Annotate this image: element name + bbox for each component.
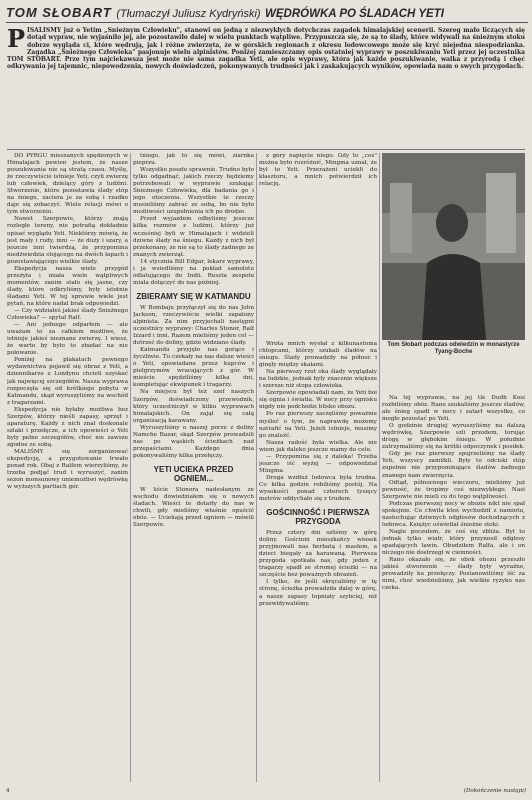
text-column-2 [133, 153, 254, 782]
paragraph: Na tej wyprawie, na jej tle Dudh Kosi rozbiliśmy obóz. Rano szukaliśmy jeszcze śladów, ale śnieg spadł w nocy i zatarł wszystko, co mogło pozostać po Yeti. [382, 395, 525, 423]
page-number: 4 [6, 788, 10, 794]
paragraph: Podczas pierwszej nocy w obozie nikt nie spał spokojnie. Co chwila ktoś wychodził z namiotu, nasłuchując dziwnych odgłosów dochodzących z lodowca. Księżyc oświetlał śnieżne stoki. [382, 500, 525, 528]
paragraph: Nagle poczułem, że coś się zbliża. Był to jednak tylko wiatr, który przynosił odgłosy spadających lawin. Obudziłem Ralfa, ale i on niczego nie dostrzegł w ciemności. [382, 528, 525, 557]
paragraph: Nasza radość była wielka. Ale nie wiem jak daleko jeszcze mamy do celu. [259, 439, 377, 453]
photo-illustration [382, 153, 525, 340]
column-divider [130, 153, 131, 782]
paragraph: Wyruszyliśmy o naszej porze z doliny Namche Bazar, skąd Szerpów prowadzili nas po wąskich ścieżkach nad przepaściami. Każdego dnia pokonywaliśmy kilka przełęczy. [133, 424, 254, 459]
paragraph: Ekspedycja nie byłaby możliwa bez Szerpów, którzy nieśli zapasy, sprzęt i aparaturę. Każdy z nich znał doskonale szlaki i przełęcze, a ich opowieści o Yeti były pełne szczegółów, choć nie zawsze zgodne ze sobą. [7, 406, 128, 448]
paragraph: Na pierwszy rzut oka ślady wyglądały na ludzkie, jednak były znacznie większe i szersze niż stopa człowieka. [259, 369, 377, 390]
paragraph: MALIŚMY się zorganizować ekspedycję, a przygotowanie trwało ponad rok. Obaj z Ralfem wierzyliśmy, że trzeba podjąć trud i wyruszyć, zanim sezon monsunowy uniemożliwi wędrówkę w wyższych partiach gór. [7, 448, 128, 491]
paragraph: Katmandu przyjęło nas gorąco i życzliwie. Tu czekały na nas dalsze wieści o Yeti, opowiadane przez kupców i pielgrzymów wracających z gór. W mieście spędziliśmy kilka dni, kompletując ekwipunek i tragarzy. [133, 347, 254, 389]
paragraph: Rano okazało się, że obok obozu przeszło jakieś stworzenie — ślady były wyraźne, prowadziły ku przełęczy. Postanowiliśmy iść za nimi, choć wiedzieliśmy, jak wielkie ryzyko nas czeka. [382, 557, 525, 592]
paragraph: Ekspedycja nasza wiele przygód przeżyła i miała wiele wątpliwych momentów, zanim stało się jasne, czy ślady, które odkryliśmy, były istotnie śladami Yeti. W tej sprawie wiele jest pytań, na które nadal brak odpowiedzi. [7, 265, 128, 307]
paragraph: W liście Stonora nadesłanym ze wschodu dowiedziałem się o nowych śladach. Wieści te dotarły do nas w chwili, gdy mieliśmy właśnie opuścić obóz. — Uciekają przed ogniem — mówili Szerpowie. [133, 486, 254, 529]
drop-cap: P [7, 27, 26, 53]
paragraph: Przez cztery dni szliśmy w górę doliny. Gościnni mieszkańcy wiosek przyjmowali nas herbatą i masłem, a dzieci biegały za karawaną. Pierwsza przygoda spotkała nas, gdy jeden z tragarzy spadł ze stromej ścieżki — na szczęście bez poważnych obrażeń. [259, 530, 377, 579]
column-divider [256, 153, 257, 782]
paragraph: Szerpowie opowiadali nam, że Yeti boi się ognia i światła. W nocy przy ognisku nigdy nie podchodzi blisko obozu. [259, 390, 377, 411]
photo-caption: Tom Słobart podczas odwiedzin w monastyrze Tyang-Boche [387, 342, 520, 355]
paragraph: Gdy po raz pierwszy spojrzeliśmy na ślady Yeti, wszyscy zamilkli. Były to odciski stóp zupełnie nie przypominające śladów żadnego znanego nam zwierzęcia. [382, 451, 525, 479]
text-column-3-top [259, 153, 377, 243]
paragraph: — Przypomina się z daleka! Trzeba jeszcze iść wyżej — odpowiedział Mingma. [259, 453, 377, 474]
article-title: WĘDRÓWKA PO ŚLADACH YETI [265, 8, 444, 20]
translator-credit: (Tłumaczył Juliusz Kydryński) [116, 8, 261, 20]
paragraph: Po raz pierwszy zaczęliśmy poważnie myśleć o tym, że naprawdę możemy natrafić na Yeti. Jeżeli istnieje, musimy go znaleźć. [259, 411, 377, 439]
paragraph: Na miejscu był też szef naszych Szerpów, doświadczony przewodnik, który uczestniczył w kilku wyprawach himalajskich. On zajął się całą organizacją karawany. [133, 389, 254, 424]
paragraph: Droga wzdłuż lodowca była trudna. Co kilka godzin robiliśmy postój. Na wysokości ponad czterech tysięcy metrów oddychało się z trudem. [259, 474, 377, 503]
section-subheading: ZBIERAMY SIĘ W KATMANDU [136, 291, 251, 301]
author-name: TOM SŁOBART [6, 5, 112, 20]
column-divider [379, 153, 380, 782]
paragraph: I tylko, że jeśli skręcaliśmy w tę stronę, ścieżka prowadziła dalej w górę, a nasze zapasy topniały szybciej, niż przewidywaliśmy. [259, 579, 377, 607]
paragraph: Wrota mnich wysłał z kilkunastoma chłopcami, którzy szukali śladów na śniegu. Ślady prowadziły na północ i ginęły między skałami. [259, 341, 377, 369]
section-subheading: YETI UCIEKA PRZED OGNIEM... [153, 464, 234, 483]
text-column-3 [259, 341, 377, 782]
paragraph: O godzinie drugiej wyruszyliśmy na dalszą wędrówkę. Szerpowie szli przodem, torując drogę w głębokim śniegu. W południe zatrzymaliśmy się na krótki odpoczynek i posiłek. [382, 423, 525, 451]
paragraph: z góry napięcie niego. Gdy to „coś" można było rozróżnić, Mingma uznał, że był to Yeti. Przerażeni uciekli do klasztoru, a mnich potwierdził ich relację. [259, 153, 377, 188]
text-column-1 [7, 153, 128, 782]
paragraph: Poniżej na plakatach pewnego wydawnictwa pojawił się obraz z Yeti, a dziennikarze z Londynu chcieli uzyskać jak najwięcej szczegółów. Nasza wyprawa rozpoczęła się od krótkiego pobytu w Katmandu, skąd wyruszyliśmy na wschód z tragarzami. [7, 357, 128, 406]
page-footer [6, 786, 526, 796]
paragraph: Odtąd, północnego wieczoru, mieliśmy już pewność, że tropimy coś niezwykłego. Nasi Szerpowie nie mieli co do tego wątpliwości. [382, 479, 525, 500]
paragraph: DO PYRGU mieszanych spędzonych w Himalajach pewien jestem, że nasze poszukiwania nie są stratą czasu. Myślę, że rzeczywiście istnieje Yeti, czyli zwierzę lub człowiek, dzielący góry z ludźmi. Stworzenie, które pozostawia ślady stóp na śniegu, zaciera je za sobą i rzadko daje się zobaczyć. Wiele relacji mówi o tym stworzeniu. [7, 153, 128, 216]
continued-note: (Dokończenie nastąpi) [463, 788, 526, 794]
paragraph: tniego, jak to się mówi, ziarnka pieprzu. [133, 153, 254, 167]
article-photo [382, 153, 525, 340]
article-lead [7, 27, 525, 150]
paragraph: Wszystko poszło sprawnie. Trudno było tylko odgadnąć, jakich rzeczy będziemy potrzebowali w wyprawie szukając Śnieżnego Człowieka, dla badania go i jego otoczenia. Wszystkie te rzeczy musieliśmy zabrać ze sobą, bo nie było możliwości uzupełnienia ich po drodze. [133, 167, 254, 216]
lead-text: ISALISMY już o Yetim „Śnieżnym Człowieku", stanowi on jedną z niezwykłych dotychczas zagadek himalajskiej scenerii. Szereg mało liczących się dotąd wypraw, nie wyjaśniło jej, ale pozostawiło dalej w wielu punktach wątpliwe. Przypuszcza się, że są to ślady, które widywali na śnieżnym stoku dobrze wygląda ci, które wędrują, jak i różne zwierzęta, że w górskich regionach z okresu lodowcowego może się kryć niejedna niespodzianka. Zagadka „Śnieżnego Człowieka" pasjonuje wielu alpinistów. Poniżej zamieszczamy opis ostatniej wyprawy w poszukiwaniu Yeti przez jej uczestnika TOM STOBART. Prze tym najciekawsza jest może nie sama zagadka Yeti, ale opis wyprawy, która jak każde poszukiwanie, walka z przyrodą i chęć odkrywania jej tajemnic, niepowodzenia, nowych doświadczeń, pokonywanych trudności jak i zaskakujących wyników, opowiada nam o swych przygodach. [7, 27, 525, 71]
paragraph: — Czy widziałeś jakieś ślady Śnieżnego Człowieka? — spytał Ralf. [7, 308, 128, 322]
text-column-4 [382, 395, 525, 782]
paragraph: 14 stycznia Bill Edgar, lekarz wyprawy, i ja wsiedliśmy na pokład samolotu odlatującego do Indii. Reszta zespołu miała dołączyć do nas później. [133, 258, 254, 286]
paragraph: Przed wyjazdem odbyliśmy jeszcze kilka rozmów z ludźmi, którzy już wcześniej byli w Himalajach i widzieli dziwne ślady na śniegu. Każdy z nich był przekonany, że nie są to ślady żadnego ze znanych zwierząt. [133, 216, 254, 258]
section-subheading: GOŚCINNOŚĆ I PIERWSZA PRZYGODA [266, 508, 370, 527]
paragraph: Nawet Szerpowie, którzy znają rozległe tereny, nie potrafią dokładnie opisać wyglądu Yeti. Niektórzy mówią, że jest mały i rudy, inni — że duży i szary, a jeszcze inni twierdzą, że przypomina niedźwiedzia stojącego na dwóch łapach i pozostawiającego wielkie ślady. [7, 216, 128, 265]
paragraph: — Ani jednego odparłem — ale uważam to za całkiem możliwe, że istnieje jakieś nieznane zwierzę. I wiesz, że warto by było to zbadać na nie połowanie. [7, 322, 128, 357]
article-header [6, 4, 528, 23]
paragraph: W Bombaju przyłączył się do nas John Jackson, rzeczywiście wielki zapalony alpinista. Za nim przyjechali następni uczestnicy wyprawy: Charles Stonor, Ralf Izzard i inni. Razem mieliśmy jeden cel — dotrzeć do doliny, gdzie widziano ślady. [133, 304, 254, 347]
